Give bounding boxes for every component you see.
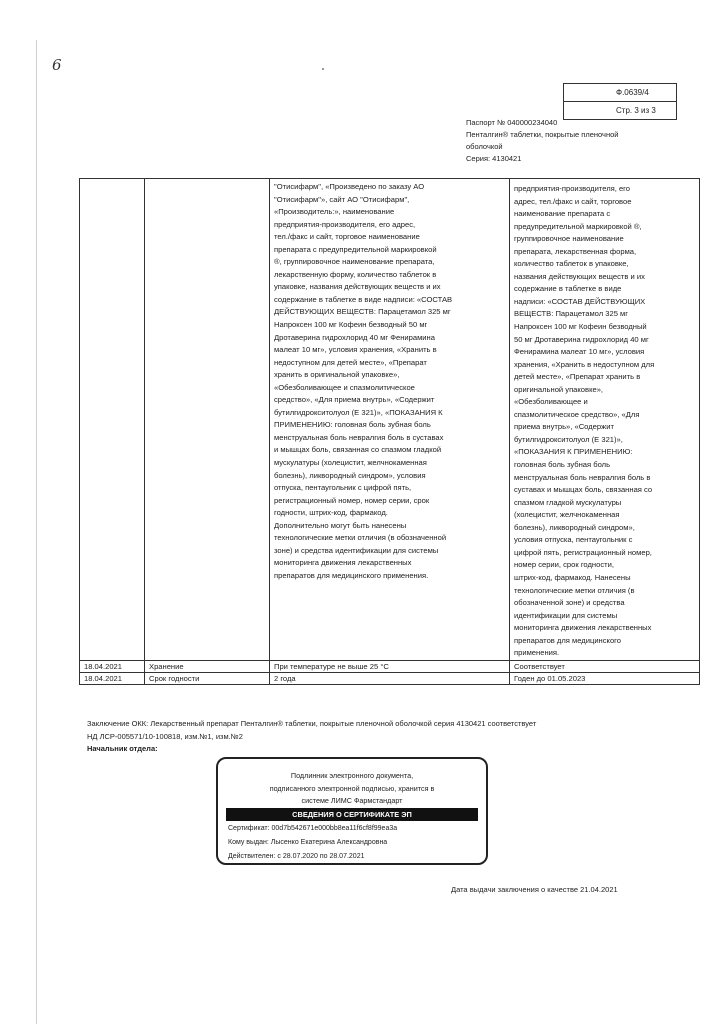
conclusion — [87, 718, 647, 743]
table-row — [80, 179, 700, 661]
requirement-cell: 2 года — [270, 672, 510, 684]
requirement-text: "Отисифарм", «Произведено по заказу АО "Отисифарм"», сайт АО "Отисифарм", «Производитель:», наименование предприятия-производителя, его адрес, тел./факс и сайт, торговое наименование препарата с предупредительной маркировкой ®, группировочное наименование препарата, лекарственную форму, количество таблеток в упаковке, названия действующих веществ и их содержание в таблетке в виде надписи: «СОСТАВ ДЕЙСТВУЮЩИХ ВЕЩЕСТВ: Парацетамол 325 мг Напроксен 100 мг Кофеин безводный 50 мг Дротаверина гидрохлорид 40 мг Фенирамина малеат 10 мг», условия хранения, «Хранить в недоступном для детей месте», «Препарат хранить в оригинальной упаковке», «Обезболивающее и спазмолитическое средство», «Для приема внутрь», «Содержит бутилгидрокситолуол (Е 321)», «ПОКАЗАНИЯ К ПРИМЕНЕНИЮ: головная боль зубная боль менструальная боль невралгия боль в суставах и мышцах боль, связанная со спазмом гладкой мускулатуры (холецистит, желчнокаменная болезнь), ликвородный синдром», условия отпуска, пентаугольник с цифрой пять, регистрационный номер, номер серии, срок годности, штрих-код, фармакод. Дополнительно могут быть нанесены технологические метки отличия (в обозначенной зоне) и средства идентификации для системы мониторинга движения лекарственных препаратов для медицинского применения. — [274, 182, 453, 580]
scan-speck — [322, 68, 324, 70]
certificate-validity: Действителен: с 28.07.2020 по 28.07.2021 — [228, 853, 365, 860]
result-cell: Годен до 01.05.2023 — [510, 672, 700, 684]
certificate-owner: Кому выдан: Лысенко Екатерина Александровна — [228, 839, 388, 846]
result-cell — [510, 179, 700, 661]
date-cell — [80, 179, 145, 661]
table-row-storage — [80, 660, 700, 672]
date-cell: 18.04.2021 — [80, 672, 145, 684]
date-cell: 18.04.2021 — [80, 660, 145, 672]
product-name: Пенталгин® таблетки, покрытые пленочной — [466, 130, 619, 139]
result-cell: Соответствует — [510, 660, 700, 672]
passport-block — [466, 117, 666, 165]
requirement-cell: При температуре не выше 25 °С — [270, 660, 510, 672]
passport-number: Паспорт № 040000234040 — [466, 118, 558, 127]
page-counter: Стр. 3 из 3 — [564, 101, 676, 119]
form-number: Ф.0639/4 — [616, 88, 649, 97]
stamp-line-1: Подлинник электронного документа, — [290, 771, 414, 780]
form-number-box — [563, 83, 677, 120]
table-row-shelf-life — [80, 672, 700, 684]
quality-table — [79, 178, 700, 685]
indicator-cell — [145, 179, 270, 661]
batch-number: Серия: 4130421 — [466, 154, 522, 163]
stamp-line-2: подписанного электронной подписью, хранится в — [269, 783, 435, 793]
stamp-caption — [228, 770, 476, 808]
indicator-cell: Срок годности — [145, 672, 270, 684]
scan-edge-line — [36, 40, 37, 1024]
issue-date: Дата выдачи заключения о качестве 21.04.2021 — [451, 885, 618, 894]
requirement-cell — [270, 179, 510, 661]
electronic-signature-stamp — [216, 757, 488, 865]
conclusion-line-2: НД ЛСР-005571/10-100818, изм.№1, изм.№2 — [87, 731, 243, 741]
certificate-header: СВЕДЕНИЯ О СЕРТИФИКАТЕ ЭП — [226, 808, 478, 821]
conclusion-line-1: Заключение ОКК: Лекарственный препарат Пенталгин® таблетки, покрытые пленочной оболочкой серия 4130421 соответствует — [87, 719, 537, 728]
head-of-department-label: Начальник отдела: — [87, 744, 158, 753]
certificate-id: Сертификат: 00d7b542671e000bb8ea11f6cf8f99ea3a — [228, 825, 398, 832]
indicator-cell: Хранение — [145, 660, 270, 672]
product-name-cont: оболочкой — [466, 142, 503, 151]
result-text: предприятия-производителя, его адрес, тел./факс и сайт, торговое наименование препарата с предупредительной маркировкой ®, группировочное наименование препарата, лекарственная форма, количество таблеток в упаковке, названия действующих веществ и их содержание в таблетке в виде надписи: «СОСТАВ ДЕЙСТВУЮЩИХ ВЕЩЕСТВ: Парацетамол 325 мг Напроксен 100 мг Кофеин безводный 50 мг Дротаверина гидрохлорид 40 мг Фенирамина малеат 10 мг», условия хранения, «Хранить в недоступном для детей месте», «Препарат хранить в оригинальной упаковке», «Обезболивающее и спазмолитическое средство», «Для приема внутрь», «Содержит бутилгидрокситолуол (Е 321)», «ПОКАЗАНИЯ К ПРИМЕНЕНИЮ: головная боль зубная боль менструальная боль невралгия боль в суставах и мышцах боль, связанная со спазмом гладкой мускулатуры (холецистит, желчнокаменная болезнь), ликвородный синдром», условия отпуска, пентаугольник с цифрой пять, регистрационный номер, номер серии, срок годности, штрих-код, фармакод. Нанесены технологические метки отличия (в обозначенной зоне) и средства идентификации для системы мониторинга движения лекарственных препаратов для медицинского применения. — [514, 184, 655, 658]
handwritten-page-mark: 6 — [52, 56, 62, 74]
stamp-line-3: системе ЛИМС Фармстандарт — [301, 796, 403, 805]
